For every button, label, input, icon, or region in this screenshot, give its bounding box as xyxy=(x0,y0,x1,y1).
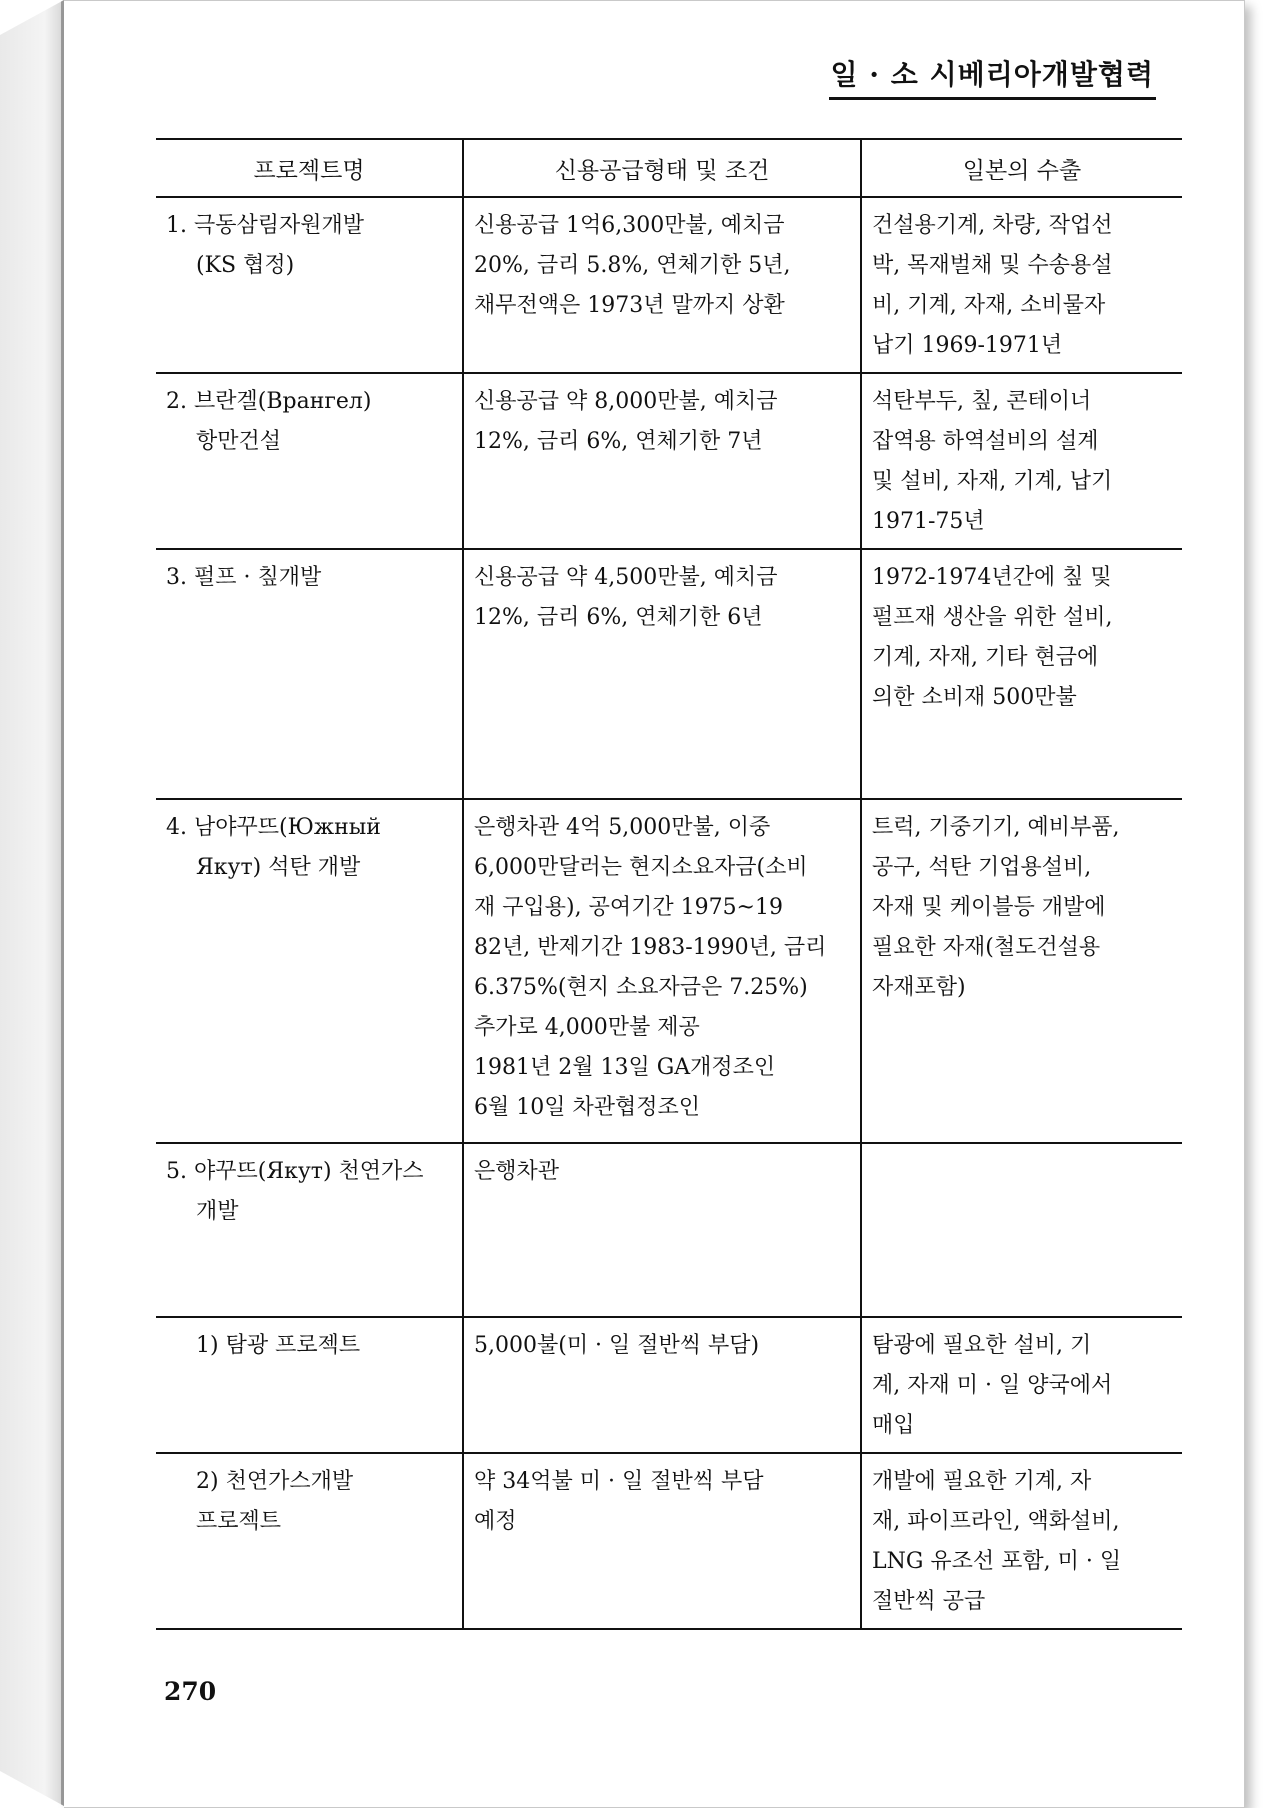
cell-line: 재, 파이프라인, 액화설비, xyxy=(872,1509,1120,1534)
page-number: 270 xyxy=(164,1677,217,1706)
table-header-row xyxy=(156,139,1182,197)
cell-line: 20%, 금리 5.8%, 연체기한 5년, xyxy=(474,253,791,278)
credit-cell xyxy=(463,1453,861,1629)
cell-line: 3. 펄프 · 칲개발 xyxy=(166,565,322,590)
export-cell xyxy=(861,1453,1182,1629)
cell-line: (KS 협정) xyxy=(196,253,295,278)
cell-line: 탐광에 필요한 설비, 기 xyxy=(872,1333,1092,1358)
cell-line: 비, 기계, 자재, 소비물자 xyxy=(872,293,1106,318)
cell-line: 4. 남야꾸뜨(Южный xyxy=(166,815,381,840)
cell-line: 및 설비, 자재, 기계, 납기 xyxy=(872,469,1113,494)
cell-line: 6.375%(현지 소요자금은 7.25%) xyxy=(474,975,808,1000)
cell-line: 자재 및 케이블등 개발에 xyxy=(872,895,1106,920)
cell-line: 박, 목재벌채 및 수송용설 xyxy=(872,253,1113,278)
project-cell xyxy=(156,1453,463,1629)
header-export: 일본의 수출 xyxy=(861,139,1182,197)
cell-line: 12%, 금리 6%, 연체기한 6년 xyxy=(474,605,763,630)
cell-line: Якут) 석탄 개발 xyxy=(196,855,361,880)
cell-line: 개발에 필요한 기계, 자 xyxy=(872,1469,1092,1494)
cell-line: 채무전액은 1973년 말까지 상환 xyxy=(474,293,785,318)
cell-line: 공구, 석탄 기업용설비, xyxy=(872,855,1092,880)
cell-line: 납기 1969-1971년 xyxy=(872,333,1063,358)
project-cell xyxy=(156,373,463,549)
cell-line: 6,000만달러는 현지소요자금(소비 xyxy=(474,855,808,880)
cell-line: 신용공급 약 4,500만불, 예치금 xyxy=(474,565,778,590)
project-cell xyxy=(156,197,463,373)
book-side-edge xyxy=(0,0,64,1806)
cell-line: 신용공급 1억6,300만불, 예치금 xyxy=(474,213,785,238)
table-row xyxy=(156,1143,1182,1317)
cell-line: 1981년 2월 13일 GA개정조인 xyxy=(474,1055,776,1080)
cell-line: 항만건설 xyxy=(196,429,282,454)
credit-cell xyxy=(463,197,861,373)
cell-line: 12%, 금리 6%, 연체기한 7년 xyxy=(474,429,763,454)
cell-line: 1) 탐광 프로젝트 xyxy=(196,1333,361,1358)
cell-line: 약 34억불 미 · 일 절반씩 부담 xyxy=(474,1469,764,1494)
cell-line: 트럭, 기중기기, 예비부품, xyxy=(872,815,1120,840)
table-row xyxy=(156,1453,1182,1629)
export-cell xyxy=(861,1317,1182,1453)
credit-cell xyxy=(463,799,861,1143)
cell-line: 계, 자재 미 · 일 양국에서 xyxy=(872,1373,1113,1398)
table-row xyxy=(156,549,1182,799)
export-cell xyxy=(861,1143,1182,1317)
cell-line: 신용공급 약 8,000만불, 예치금 xyxy=(474,389,778,414)
credit-cell xyxy=(463,549,861,799)
cell-line: 재 구입용), 공여기간 1975~19 xyxy=(474,895,783,920)
credit-cell xyxy=(463,373,861,549)
credit-cell xyxy=(463,1317,861,1453)
cell-line: 개발 xyxy=(196,1199,239,1224)
cell-line: 펄프재 생산을 위한 설비, xyxy=(872,605,1113,630)
cell-line: 절반씩 공급 xyxy=(872,1589,986,1614)
cell-line: 1971-75년 xyxy=(872,509,985,534)
cell-line: 석탄부두, 칲, 콘테이너 xyxy=(872,389,1092,414)
project-table xyxy=(156,138,1182,1630)
cell-line: 추가로 4,000만불 제공 xyxy=(474,1015,700,1040)
cell-line: 자재포함) xyxy=(872,975,966,1000)
cell-line: 5,000불(미 · 일 절반씩 부담) xyxy=(474,1333,760,1358)
cell-line: 2. 브란겔(Врангел) xyxy=(166,389,372,414)
cell-line: 의한 소비재 500만불 xyxy=(872,685,1077,710)
export-cell xyxy=(861,799,1182,1143)
export-cell xyxy=(861,549,1182,799)
cell-line: 6월 10일 차관협정조인 xyxy=(474,1095,700,1120)
cell-line: 건설용기계, 차량, 작업선 xyxy=(872,213,1113,238)
project-cell xyxy=(156,1143,463,1317)
book-page xyxy=(64,0,1245,1808)
export-cell xyxy=(861,197,1182,373)
header-project: 프로젝트명 xyxy=(156,139,463,197)
cell-line: 은행차관 xyxy=(474,1159,560,1184)
cell-line: 기계, 자재, 기타 현금에 xyxy=(872,645,1099,670)
cell-line: 잡역용 하역설비의 설계 xyxy=(872,429,1099,454)
project-cell xyxy=(156,1317,463,1453)
table-row xyxy=(156,1317,1182,1453)
cell-line: 프로젝트 xyxy=(196,1509,282,1534)
header-credit: 신용공급형태 및 조건 xyxy=(463,139,861,197)
table-row xyxy=(156,799,1182,1143)
cell-line: 필요한 자재(철도건설용 xyxy=(872,935,1101,960)
cell-line: 1972-1974년간에 칲 및 xyxy=(872,565,1112,590)
table-row xyxy=(156,197,1182,373)
cell-line: 82년, 반제기간 1983-1990년, 금리 xyxy=(474,935,827,960)
cell-line: 2) 천연가스개발 xyxy=(196,1469,354,1494)
cell-line: 1. 극동삼림자원개발 xyxy=(166,213,364,238)
project-cell xyxy=(156,799,463,1143)
cell-line: 예정 xyxy=(474,1509,517,1534)
cell-line: 은행차관 4억 5,000만불, 이중 xyxy=(474,815,771,840)
cell-line: 5. 야꾸뜨(Якут) 천연가스 xyxy=(166,1159,424,1184)
credit-cell xyxy=(463,1143,861,1317)
running-head: 일 · 소 시베리아개발협력 xyxy=(829,53,1156,100)
project-cell xyxy=(156,549,463,799)
project-table-wrap xyxy=(156,138,1182,1630)
cell-line: LNG 유조선 포함, 미 · 일 xyxy=(872,1549,1122,1574)
cell-line: 매입 xyxy=(872,1413,915,1438)
table-row xyxy=(156,373,1182,549)
export-cell xyxy=(861,373,1182,549)
